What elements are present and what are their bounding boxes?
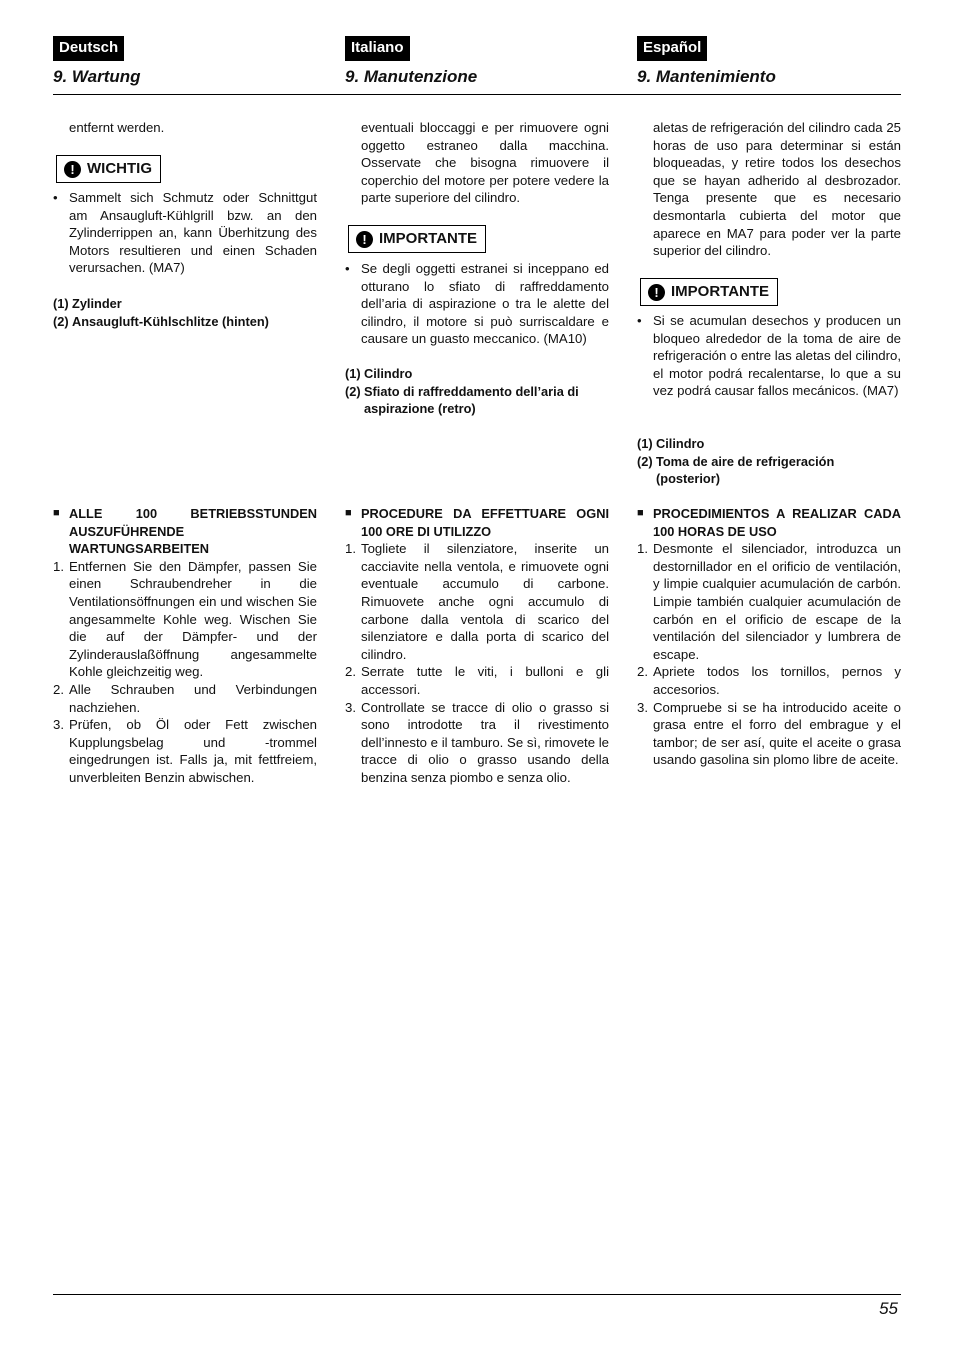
header-espanol: [637, 36, 901, 87]
legend-item: (2) Ansaugluft-Kühlschlitze (hinten): [53, 313, 269, 329]
it-legend: [345, 365, 609, 418]
de-warning-box-wrap: [56, 155, 320, 183]
list-item: 3. Prüfen, ob Öl oder Fett zwischen Kupplungsbelag und -trommel eingedrungen ist. Falls ja, mit fettfreiem, unverbleiten Benzin abwischen.: [53, 717, 317, 785]
de-warning-text: Sammelt sich Schmutz oder Schnittgut am Ansaugluft-Kühlgrill bzw. an den Zylinderrippen an, kann Überhitzung des Motors resultieren und einen Schaden verursachen. (MA7): [69, 190, 317, 276]
square-bullet-icon: ■: [53, 507, 60, 519]
top-divider: [53, 94, 901, 95]
bullet-icon: •: [53, 190, 58, 205]
es-warning-bullet: [637, 312, 901, 400]
de-intro-block: [53, 119, 317, 137]
it-maintenance-section: [345, 505, 609, 787]
header-deutsch: [53, 36, 317, 87]
es-warning-box-wrap: [640, 278, 904, 306]
de-legend: [53, 295, 317, 330]
list-item: 3. Compruebe si se ha introducido aceite o grasa entre el forro del embrague y el tambor; de ser así, quite el aceite o grasa usando gasolina sin plomo libre de aceite.: [637, 699, 901, 768]
section-title-italiano: 9. Manutenzione: [345, 67, 478, 86]
list-item: 1. Desmonte el silenciador, introduzca un destornillador en el orificio de ventilación, y limpie cualquier acumulación de carbón. Limpie también cualquier acumulación de carbón en el orificio de escape de la ventilación del silenciador y lumbrera de escape.: [637, 541, 901, 662]
de-steps-list: [53, 558, 317, 787]
es-intro-text: aletas de refrigeración del cilindro cada 25 horas de uso para determinar si están bloqueadas, y retire todos los desechos que se hayan adherido al desbrozador. Tenga presente que es necesario desmontarla cubierta del motor que aparece en MA7 para poder ver la parte superior del cilindro.: [653, 120, 901, 259]
list-item: 2. Apriete todos los tornillos, pernos y accesorios.: [637, 664, 901, 697]
de-warning-box: [56, 155, 161, 183]
it-warning-text: Se degli oggetti estranei si inceppano ed otturano lo sfiato di raffreddamento dell’aria di aspirazione o tra le alette del cilindro, il motore si può surriscaldare e causare un guasto meccanico. (MA10): [361, 261, 609, 347]
de-subheading: ■ ALLE 100 BETRIEBSSTUNDEN AUSZUFÜHRENDE WARTUNGSARBEITEN: [53, 506, 317, 557]
legend-item: (1) Cilindro: [637, 436, 705, 451]
list-item: 2. Alle Schrauben und Verbindungen nachziehen.: [53, 681, 317, 715]
language-tab-italiano: Italiano: [345, 36, 410, 61]
es-intro-block: [637, 119, 901, 260]
exclamation-icon: !: [356, 231, 373, 248]
de-intro-text: entfernt werden.: [69, 120, 165, 135]
legend-item: (2) Toma de aire de refrigeración (posterior): [637, 453, 835, 487]
it-warning-label: IMPORTANTE: [379, 230, 478, 247]
it-warning-bullet: [345, 260, 609, 348]
exclamation-icon: !: [648, 284, 665, 301]
bottom-divider: [53, 1294, 901, 1295]
list-item: 1. Togliete il silenziatore, inserite un cacciavite nella ventola, e rimuovete ogni eventuale accumulo di carbone. Rimuovete anche ogni accumulo di carbone dalla ventola di scarico del silenziatore e dalla porta di scarico del cilindro.: [345, 541, 609, 662]
square-bullet-icon: ■: [637, 507, 644, 519]
it-steps-list: [345, 540, 609, 786]
de-maintenance-section: [53, 505, 317, 787]
square-bullet-icon: ■: [345, 507, 352, 519]
list-item: 3. Controllate se tracce di olio o grasso si sono introdotte tra il rivestimento dell’innesto e il tamburo. Se sì, rimovete le tracce di olio o grasso usando della benzina senza piombo e senza olio.: [345, 699, 609, 785]
legend-item: (1) Cilindro: [345, 366, 413, 381]
es-warning-text: Si se acumulan desechos y producen un bloqueo alrededor de la toma de aire de refrigeración o entre las aletas del cilindro, el motor podrá recalentarse, lo que a su vez podrá causar fallos mecánicos. (MA7): [653, 313, 901, 399]
es-warning-box: [640, 278, 778, 306]
es-steps-list: [637, 540, 901, 769]
page-number: 55: [879, 1299, 898, 1318]
legend-item: (2) Sfiato di raffreddamento dell’aria di aspirazione (retro): [345, 383, 579, 417]
list-item: 1. Entfernen Sie den Dämpfer, passen Sie einen Schraubendreher in die Ventilationsöffnungen ein und wischen Sie angesammelte Kohle weg. Wischen Sie die auf der Dämpfer- und der Zylinderauslaßöffnung angesammelte Kohle gleichzeitig weg.: [53, 558, 317, 680]
header-italiano: [345, 36, 609, 87]
legend-item: (1) Zylinder: [53, 296, 122, 311]
it-intro-block: [345, 119, 609, 207]
it-intro-text: eventuali bloccaggi e per rimuovere ogni oggetto estraneo dalla macchina. Osservate che bisogna rimuovere il coperchio del motore per potere vedere la parte superiore del cilindro.: [361, 120, 609, 206]
de-warning-bullet: [53, 189, 317, 277]
bullet-icon: •: [637, 313, 642, 328]
exclamation-icon: !: [64, 161, 81, 178]
it-warning-box: [348, 225, 486, 253]
language-tab-deutsch: Deutsch: [53, 36, 124, 61]
section-title-deutsch: 9. Wartung: [53, 67, 141, 86]
list-item: 2. Serrate tutte le viti, i bulloni e gli accessori.: [345, 664, 609, 697]
section-title-espanol: 9. Mantenimiento: [637, 67, 776, 86]
de-warning-label: WICHTIG: [87, 160, 152, 177]
bullet-icon: •: [345, 261, 350, 276]
es-subheading: ■ PROCEDIMIENTOS A REALIZAR CADA 100 HORAS DE USO: [637, 506, 901, 539]
it-warning-box-wrap: [348, 225, 612, 253]
language-tab-espanol: Español: [637, 36, 707, 61]
es-maintenance-section: [637, 505, 901, 769]
es-warning-label: IMPORTANTE: [671, 283, 770, 300]
it-subheading: ■ PROCEDURE DA EFFETTUARE OGNI 100 ORE DI UTILIZZO: [345, 506, 609, 539]
es-legend: [637, 435, 901, 488]
